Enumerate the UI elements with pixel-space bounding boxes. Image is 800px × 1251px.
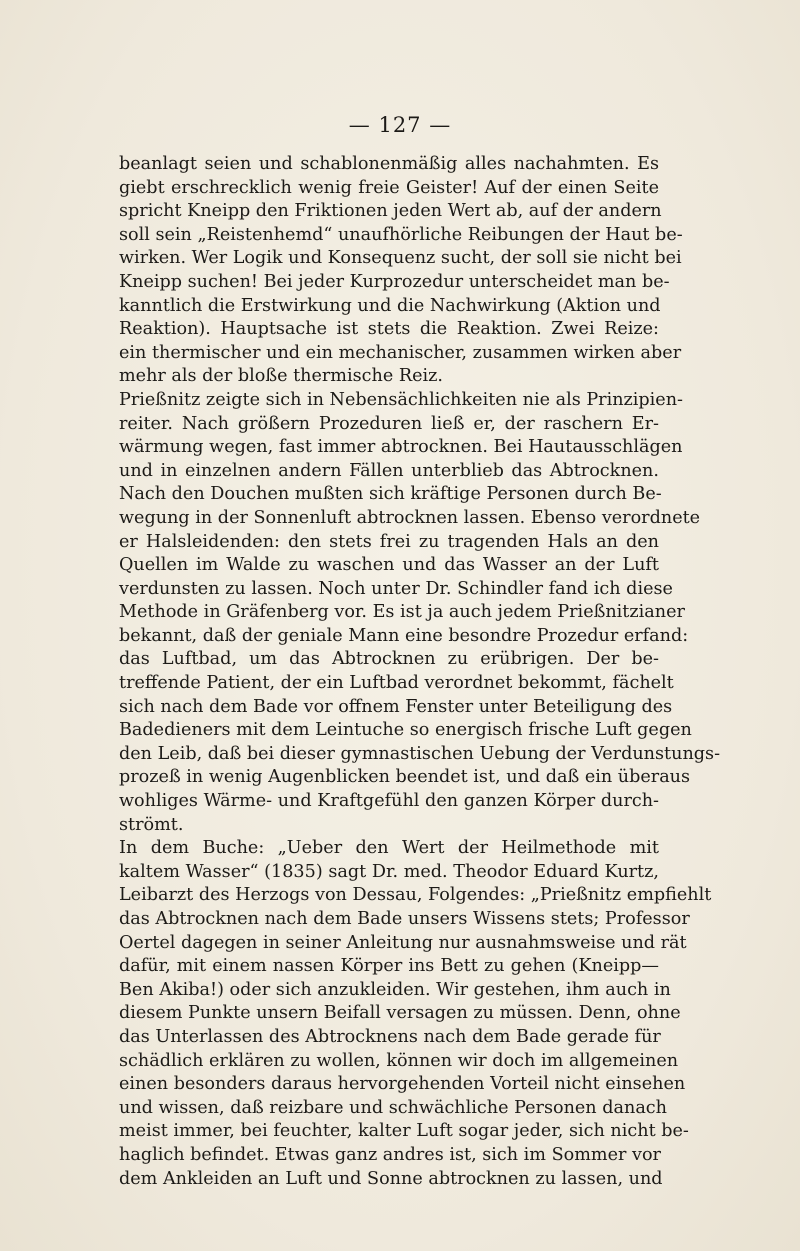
- text-line: wärmung wegen, fast immer abtrocknen. Bei Hautausschlägen: [119, 437, 683, 458]
- body-text: [119, 153, 721, 1191]
- text-line: das Abtrocknen nach dem Bade unsers Wissens stets; Professor: [119, 909, 690, 929]
- text-line: Ben Akiba!) oder sich anzukleiden. Wir gestehen, ihm auch in: [119, 979, 671, 1000]
- text-line: kaltem Wasser“ (1835) sagt Dr. med. Theodor Eduard Kurtz,: [119, 861, 659, 882]
- text-line: ein thermischer und ein mechanischer, zusammen wirken aber: [119, 342, 682, 363]
- text-line: und wissen, daß reizbare und schwächliche Personen danach: [119, 1097, 667, 1118]
- text-line: einen besonders daraus hervorgehenden Vorteil nicht einsehen: [119, 1074, 686, 1095]
- text-line: Oertel dagegen in seiner Anleitung nur ausnahmsweise und rät: [119, 932, 687, 953]
- text-line: diesem Punkte unsern Beifall versagen zu müssen. Denn, ohne: [119, 1003, 681, 1024]
- text-line: Methode in Gräfenberg vor. Es ist ja auch jedem Prießnitzianer: [119, 602, 685, 623]
- text-line: verdunsten zu lassen. Noch unter Dr. Schindler fand ich diese: [119, 578, 673, 599]
- text-line: beanlagt seien und schablonenmäßig alles nachahmten. Es: [119, 154, 659, 174]
- text-line: haglich befindet. Etwas ganz andres ist, sich im Sommer vor: [119, 1144, 661, 1165]
- text-line: schädlich erklären zu wollen, können wir doch im allgemeinen: [119, 1050, 679, 1071]
- text-line: Prießnitz zeigte sich in Nebensächlichkeiten nie als Prinzipien-: [119, 389, 683, 410]
- text-line: In dem Buche: „Ueber den Wert der Heilmethode mit: [119, 838, 659, 859]
- text-line: strömt.: [119, 814, 184, 835]
- text-line: soll sein „Reistenhemd“ unaufhörliche Reibungen der Haut be-: [119, 224, 683, 245]
- text-line: sich nach dem Bade vor offnem Fenster unter Beteiligung des: [119, 696, 673, 717]
- text-line: den Leib, daß bei dieser gymnastischen Uebung der Verdunstungs-: [119, 743, 721, 764]
- page-number: — 127 —: [348, 113, 452, 137]
- text-line: reiter. Nach größern Prozeduren ließ er, der raschern Er-: [119, 413, 659, 434]
- text-line: bekannt, daß der geniale Mann eine besondre Prozedur erfand:: [119, 625, 689, 646]
- text-line: wohliges Wärme- und Kraftgefühl den ganzen Körper durch-: [119, 791, 659, 812]
- text-line: das Luftbad, um das Abtrocknen zu erübrigen. Der be-: [119, 649, 659, 670]
- text-line: er Halsleidenden: den stets frei zu tragenden Hals an den: [119, 531, 659, 552]
- text-line: Leibarzt des Herzogs von Dessau, Folgendes: „Prießnitz empfiehlt: [119, 885, 712, 906]
- text-line: wegung in der Sonnenluft abtrocknen lassen. Ebenso verordnete: [119, 507, 701, 528]
- text-line: prozeß in wenig Augenblicken beendet ist, und daß ein überaus: [119, 767, 691, 788]
- text-line: Reaktion). Hauptsache ist stets die Reaktion. Zwei Reize:: [119, 319, 659, 340]
- text-line: Nach den Douchen mußten sich kräftige Personen durch Be-: [119, 484, 662, 505]
- text-line: kanntlich die Erstwirkung und die Nachwirkung (Aktion und: [119, 295, 661, 316]
- text-line: Badedieners mit dem Leintuche so energisch frische Luft gegen: [119, 720, 692, 741]
- text-line: mehr als der bloße thermische Reiz.: [119, 366, 443, 387]
- text-line: dem Ankleiden an Luft und Sonne abtrocknen zu lassen, und: [119, 1168, 663, 1189]
- text-line: das Unterlassen des Abtrocknens nach dem Bade gerade für: [119, 1026, 661, 1047]
- text-line: spricht Kneipp den Friktionen jeden Wert ab, auf der andern: [119, 201, 662, 222]
- text-line: giebt erschrecklich wenig freie Geister! Auf der einen Seite: [119, 177, 659, 198]
- text-line: treffende Patient, der ein Luftbad verordnet bekommt, fächelt: [119, 673, 674, 694]
- text-line: wirken. Wer Logik und Konsequenz sucht, der soll sie nicht bei: [119, 248, 682, 269]
- text-line: dafür, mit einem nassen Körper ins Bett zu gehen (Kneipp—: [119, 956, 659, 977]
- text-line: und in einzelnen andern Fällen unterblieb das Abtrocknen.: [119, 460, 659, 481]
- text-line: Quellen im Walde zu waschen und das Wasser an der Luft: [119, 555, 659, 576]
- text-line: Kneipp suchen! Bei jeder Kurprozedur unterscheidet man be-: [119, 271, 670, 292]
- text-line: meist immer, bei feuchter, kalter Luft sogar jeder, sich nicht be-: [119, 1121, 689, 1142]
